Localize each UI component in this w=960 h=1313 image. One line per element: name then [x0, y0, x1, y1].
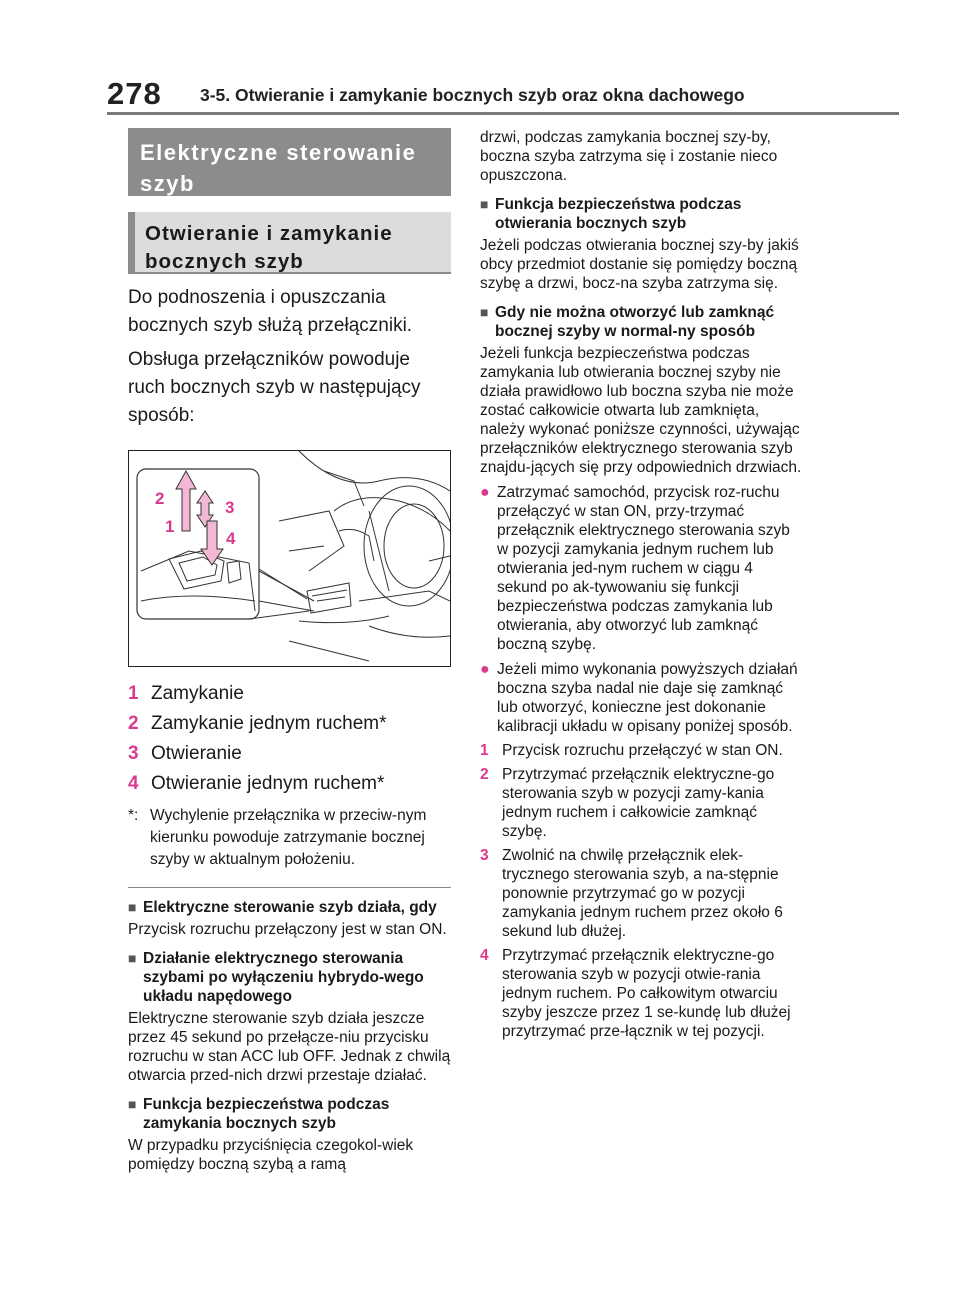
step-text: Przytrzymać przełącznik elektryczne-go sterowania szyb w pozycji zamy-kania jednym ruchem i całkowicie zamknąć szybę.	[502, 766, 775, 840]
paragraph: Elektryczne sterowanie szyb działa jeszcze przez 45 sekund po przełącze-niu przycisku rozruchu w stan ACC lub OFF. Jednak z chwilą otwarcia przed-nich drzwi przestaje działać.	[128, 1010, 451, 1084]
subheading: ■ Funkcja bezpieczeństwa podczas zamykania bocznych szyb	[128, 1095, 451, 1133]
subheading: ■ Gdy nie można otworzyć lub zamknąć bocznej szyby w normal-ny sposób	[480, 303, 804, 341]
step-item	[480, 765, 804, 841]
page-number: 278	[107, 76, 162, 111]
list-number: 3	[128, 743, 139, 764]
header-rule	[107, 112, 899, 115]
callout-2: 2	[155, 489, 165, 508]
step-text: Przycisk rozruchu przełączyć w stan ON.	[502, 742, 783, 759]
list-number: 1	[128, 683, 139, 704]
step-number: 3	[480, 847, 489, 864]
footnote-text: Wychylenie przełącznika w przeciw-nym kierunku powoduje zatrzymanie bocznej szyby w aktualnym położeniu.	[150, 807, 427, 868]
step-text: Przytrzymać przełącznik elektryczne-go sterowania szyb w pozycji otwie-rania jednym ruchem. Po całkowitym otwarciu szyby jeszcze przez 1 se-kundę lub dłużej przytrzymać prze-łącznik w tej pozycji.	[502, 947, 791, 1040]
running-header: 3-5. Otwieranie i zamykanie bocznych szyb oraz okna dachowego	[200, 85, 745, 105]
list-number: 2	[128, 713, 139, 734]
paragraph: Przycisk rozruchu przełączony jest w stan ON.	[128, 921, 447, 938]
list-label: Otwieranie	[151, 743, 242, 764]
list-label: Zamykanie jednym ruchem*	[151, 713, 387, 734]
step-number: 2	[480, 766, 489, 783]
bullet-item: ● Zatrzymać samochód, przycisk roz-ruchu przełączyć w stan ON, przy-trzymać przełącznik elektrycznego sterowania szyb w pozycji zamykania jednym ruchem lub otwierania jed-nym ruchem w ciągu 4 sekund po ak-tywowaniu się funkcji bezpieczeństwa podczas zamykania lub otwierania, aby otworzyć lub zamknąć boczną szybę.	[480, 483, 804, 654]
list-item	[128, 739, 451, 769]
paragraph: Jeżeli podczas otwierania bocznej szy-by jakiś obcy przedmiot dostanie się pomiędzy boczną szybę a drzwi, bocz-na szyba zatrzyma się.	[480, 237, 799, 292]
lead-paragraph-1: Do podnoszenia i opuszczania bocznych szyb służą przełączniki.	[128, 287, 413, 336]
section-banner: Elektryczne sterowanie szyb	[128, 128, 451, 196]
subheading: ■ Elektryczne sterowanie szyb działa, gdy	[128, 899, 437, 916]
paragraph: Jeżeli funkcja bezpieczeństwa podczas zamykania lub otwierania bocznej szyby nie działa prawidłowo lub boczna szyba nie może zostać całkowicie otwarta lub zamknięta, należy wykonać poniższe czynności, używając przełączników elektrycznego sterowania szyb znajdu-jących się przy odpowiednich drzwiach.	[480, 345, 802, 476]
bullet-text: Jeżeli mimo wykonania powyższych działań boczna szyba nadal nie daje się zamknąć lub otworzyć, konieczne jest dokonanie kalibracji układu w opisany poniżej sposób.	[497, 661, 798, 735]
illustration-svg	[129, 451, 450, 666]
list-item	[128, 679, 451, 709]
list-label: Zamykanie	[151, 683, 244, 704]
footnote-mark: *:	[128, 807, 139, 824]
list-item	[128, 709, 451, 739]
callout-3: 3	[225, 498, 235, 517]
footnote	[128, 805, 451, 871]
step-item	[480, 946, 804, 1041]
step-item	[480, 741, 804, 760]
window-switch-illustration	[128, 450, 451, 667]
action-list	[128, 679, 451, 799]
divider	[128, 887, 451, 888]
step-text: Zwolnić na chwilę przełącznik elek-trycznego sterowania szyb, a na-stępnie ponownie przytrzymać go w pozycji zamykania jednym ruchem przez około 6 sekund lub dłużej.	[502, 847, 783, 940]
list-item	[128, 769, 451, 799]
bullet-text: Zatrzymać samochód, przycisk roz-ruchu przełączyć w stan ON, przy-trzymać przełącznik elektrycznego sterowania szyb w pozycji zamykania jednym ruchem lub otwierania jed-nym ruchem w ciągu 4 sekund po ak-tywowaniu się funkcji bezpieczeństwa podczas zamykania lub otwierania, aby otworzyć lub zamknąć boczną szybę.	[497, 484, 790, 653]
callout-1: 1	[165, 517, 175, 536]
bullet-item: ● Jeżeli mimo wykonania powyższych działań boczna szyba nadal nie daje się zamknąć lub otworzyć, konieczne jest dokonanie kalibracji układu w opisany poniżej sposób.	[480, 660, 804, 736]
subheading-text: Funkcja bezpieczeństwa podczas zamykania bocznych szyb	[143, 1096, 390, 1132]
step-number: 1	[480, 742, 489, 759]
continued-paragraph: drzwi, podczas zamykania bocznej szy-by, boczna szyba zatrzyma się i zostanie nieco opuszczona.	[480, 129, 778, 184]
subheading: ■ Funkcja bezpieczeństwa podczas otwierania bocznych szyb	[480, 195, 804, 233]
list-number: 4	[128, 773, 139, 794]
step-item	[480, 846, 804, 941]
subsection-banner: Otwieranie i zamykanie bocznych szyb	[128, 212, 451, 274]
callout-4: 4	[226, 529, 236, 548]
subheading-text: Działanie elektrycznego sterowania szybami po wyłączeniu hybrydo-wego układu napędowego	[143, 950, 424, 1005]
paragraph: W przypadku przyciśnięcia czegokol-wiek pomiędzy boczną szybą a ramą	[128, 1137, 414, 1173]
list-label: Otwieranie jednym ruchem*	[151, 773, 385, 794]
subheading: ■ Działanie elektrycznego sterowania szybami po wyłączeniu hybrydo-wego układu napędowego	[128, 949, 451, 1006]
right-column	[480, 128, 804, 1041]
subheading-text: Elektryczne sterowanie szyb działa, gdy	[143, 899, 437, 916]
subheading-text: Gdy nie można otworzyć lub zamknąć bocznej szyby w normal-ny sposób	[495, 304, 775, 340]
step-number: 4	[480, 947, 489, 964]
left-column	[128, 128, 451, 1174]
lead-paragraph-2: Obsługa przełączników powoduje ruch bocznych szyb w następujący sposób:	[128, 349, 421, 426]
subheading-text: Funkcja bezpieczeństwa podczas otwierania bocznych szyb	[495, 196, 742, 232]
